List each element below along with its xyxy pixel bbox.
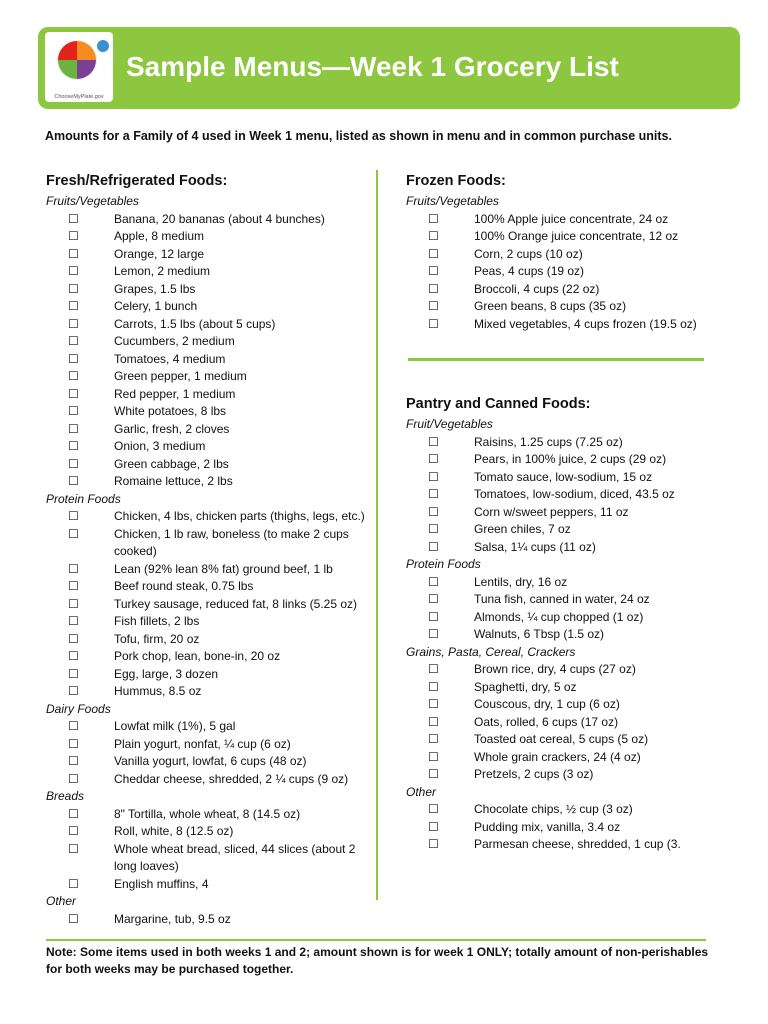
checkbox-icon[interactable]: ☐ [68, 386, 79, 401]
checkbox-icon[interactable]: ☐ [68, 596, 79, 611]
item-label: Banana, 20 bananas (about 4 bunches) [114, 211, 325, 226]
item-label: Broccoli, 4 cups (22 oz) [474, 281, 600, 296]
category-label: Fruits/Vegetables [406, 194, 499, 208]
item-label: Lentils, dry, 16 oz [474, 574, 568, 589]
category-label: Breads [46, 789, 85, 803]
checkbox-icon[interactable]: ☐ [428, 837, 439, 851]
intro-text: Amounts for a Family of 4 used in Week 1 menu, listed as shown in menu and in common purchase units. [45, 129, 672, 143]
item-label: Spaghetti, dry, 5 oz [474, 679, 577, 694]
item-label: Pretzels, 2 cups (3 oz) [474, 767, 594, 781]
list-item [46, 736, 376, 754]
item-label: Raisins, 1.25 cups (7.25 oz) [474, 434, 623, 449]
list-item [406, 316, 736, 334]
list-item [46, 613, 376, 631]
fresh-list [46, 193, 376, 928]
list-item [46, 403, 376, 421]
list-item [406, 819, 736, 837]
item-label: Corn w/sweet peppers, 11 oz [474, 504, 629, 519]
checkbox-icon[interactable]: ☐ [428, 662, 439, 676]
list-item [406, 434, 736, 452]
list-item [406, 609, 736, 627]
item-label: Chicken, 1 lb raw, boneless (to make 2 cups cooked) [114, 526, 349, 558]
item-label: Hummus, 8.5 oz [114, 684, 202, 698]
list-item [406, 469, 736, 487]
list-item [46, 351, 376, 369]
checkbox-icon[interactable]: ☐ [68, 334, 79, 348]
item-label: Lemon, 2 medium [114, 264, 211, 278]
list-item [406, 574, 736, 592]
list-item [46, 281, 376, 299]
list-item [406, 679, 736, 697]
checkbox-icon[interactable]: ☐ [68, 684, 79, 698]
section-title: Fresh/Refrigerated Foods: [46, 173, 228, 189]
list-item [46, 228, 376, 246]
section-title: Frozen Foods: [406, 173, 506, 189]
checkbox-icon[interactable]: ☐ [428, 229, 439, 243]
checkbox-icon[interactable]: ☐ [428, 264, 439, 278]
list-item [406, 451, 736, 469]
item-label: White potatoes, 8 lbs [114, 404, 227, 418]
checkbox-icon[interactable]: ☐ [68, 404, 79, 418]
item-label: Garlic, fresh, 2 cloves [114, 421, 230, 436]
list-item [46, 648, 376, 666]
frozen-list [406, 193, 736, 333]
item-label: Egg, large, 3 dozen [114, 666, 219, 681]
item-label: 100% Orange juice concentrate, 12 oz [474, 229, 679, 243]
list-item [406, 801, 736, 819]
checkbox-icon[interactable]: ☐ [68, 771, 79, 786]
list-item [46, 841, 376, 876]
pantry-list [406, 416, 736, 854]
item-label: Couscous, dry, 1 cup (6 oz) [474, 697, 620, 711]
checkbox-icon[interactable]: ☐ [428, 539, 439, 554]
checkbox-icon[interactable]: ☐ [68, 474, 79, 488]
item-label: Red pepper, 1 medium [114, 386, 236, 401]
item-label: Green beans, 8 cups (35 oz) [474, 299, 627, 313]
checkbox-icon[interactable]: ☐ [428, 522, 439, 536]
list-item [46, 718, 376, 736]
item-label: Tomatoes, low-sodium, diced, 43.5 oz [474, 487, 675, 501]
checkbox-icon[interactable]: ☐ [68, 281, 79, 296]
checkbox-icon[interactable]: ☐ [428, 434, 439, 449]
checkbox-icon[interactable]: ☐ [428, 802, 439, 816]
list-item [406, 298, 736, 316]
list-item [46, 298, 376, 316]
checkbox-icon[interactable]: ☐ [68, 806, 79, 821]
item-label: Almonds, ¼ cup chopped (1 oz) [474, 609, 644, 624]
column-divider [376, 170, 378, 900]
checkbox-icon[interactable]: ☐ [68, 719, 79, 733]
checkbox-icon[interactable]: ☐ [68, 456, 79, 471]
list-item [46, 578, 376, 596]
checkbox-icon[interactable]: ☐ [68, 754, 79, 768]
list-item [406, 836, 736, 854]
item-label: Parmesan cheese, shredded, 1 cup (3. [474, 837, 681, 851]
checkbox-icon[interactable]: ☐ [428, 697, 439, 711]
list-item [406, 766, 736, 784]
item-label: Green cabbage, 2 lbs [114, 456, 229, 471]
list-item [46, 596, 376, 614]
item-label: Lean (92% lean 8% fat) ground beef, 1 lb [114, 561, 333, 576]
list-item [46, 508, 376, 526]
checkbox-icon[interactable]: ☐ [428, 469, 439, 484]
list-item [406, 591, 736, 609]
item-label: Vanilla yogurt, lowfat, 6 cups (48 oz) [114, 754, 307, 768]
list-item [406, 228, 736, 246]
item-label: Tomatoes, 4 medium [114, 351, 226, 366]
item-label: Turkey sausage, reduced fat, 8 links (5.25 oz) [114, 596, 358, 611]
list-item [406, 211, 736, 229]
list-item [406, 626, 736, 644]
item-label: Onion, 3 medium [114, 439, 206, 453]
checkbox-icon[interactable]: ☐ [68, 316, 79, 331]
list-item [406, 486, 736, 504]
item-label: 8" Tortilla, whole wheat, 8 (14.5 oz) [114, 806, 301, 821]
checkbox-icon[interactable]: ☐ [68, 211, 79, 226]
list-item [406, 521, 736, 539]
list-item [46, 806, 376, 824]
checkbox-icon[interactable]: ☐ [428, 714, 439, 729]
checkbox-icon[interactable]: ☐ [428, 504, 439, 519]
checkbox-icon[interactable]: ☐ [68, 229, 79, 243]
list-item [406, 281, 736, 299]
checkbox-icon[interactable]: ☐ [68, 841, 79, 856]
category-label: Protein Foods [46, 491, 121, 506]
item-label: Green chiles, 7 oz [474, 522, 571, 536]
section-divider [408, 358, 704, 361]
list-item [406, 539, 736, 557]
checkbox-icon[interactable]: ☐ [68, 614, 79, 628]
checkbox-icon[interactable]: ☐ [68, 246, 79, 261]
item-label: Peas, 4 cups (19 oz) [474, 264, 585, 278]
frozen-section [406, 171, 736, 333]
checkbox-icon[interactable]: ☐ [428, 749, 439, 764]
item-label: English muffins, 4 [114, 876, 209, 891]
list-item [46, 246, 376, 264]
list-item [406, 246, 736, 264]
list-item [46, 421, 376, 439]
list-item [406, 749, 736, 767]
list-item [406, 696, 736, 714]
list-item [46, 771, 376, 789]
item-label: Mixed vegetables, 4 cups frozen (19.5 oz) [474, 316, 697, 331]
list-item [46, 333, 376, 351]
list-item [46, 631, 376, 649]
item-label: Pudding mix, vanilla, 3.4 oz [474, 819, 621, 834]
checkbox-icon[interactable]: ☐ [68, 911, 79, 926]
item-label: Beef round steak, 0.75 lbs [114, 579, 254, 593]
item-label: Celery, 1 bunch [114, 299, 198, 313]
checkbox-icon[interactable]: ☐ [68, 824, 79, 838]
fresh-section [46, 171, 376, 928]
list-item [46, 666, 376, 684]
item-label: 100% Apple juice concentrate, 24 oz [474, 211, 669, 226]
item-label: Whole grain crackers, 24 (4 oz) [474, 749, 641, 764]
checkbox-icon[interactable]: ☐ [68, 351, 79, 366]
checkbox-icon[interactable]: ☐ [428, 452, 439, 466]
item-label: Walnuts, 6 Tbsp (1.5 oz) [474, 627, 605, 641]
list-item [46, 456, 376, 474]
item-label: Margarine, tub, 9.5 oz [114, 911, 231, 926]
item-label: Corn, 2 cups (10 oz) [474, 246, 583, 261]
checkbox-icon[interactable]: ☐ [68, 561, 79, 576]
item-label: Pork chop, lean, bone-in, 20 oz [114, 649, 281, 663]
checkbox-icon[interactable]: ☐ [68, 369, 79, 383]
list-item [46, 753, 376, 771]
checkbox-icon[interactable]: ☐ [428, 281, 439, 296]
item-label: Grapes, 1.5 lbs [114, 281, 196, 296]
checkbox-icon[interactable]: ☐ [428, 316, 439, 331]
checkbox-icon[interactable]: ☐ [428, 246, 439, 261]
category-label: Protein Foods [406, 557, 481, 571]
item-label: Cheddar cheese, shredded, 2 ¼ cups (9 oz) [114, 771, 349, 786]
checkbox-icon[interactable]: ☐ [68, 649, 79, 663]
item-label: Toasted oat cereal, 5 cups (5 oz) [474, 732, 649, 746]
list-item [46, 263, 376, 281]
checkbox-icon[interactable]: ☐ [428, 299, 439, 313]
item-label: Fish fillets, 2 lbs [114, 614, 200, 628]
item-label: Brown rice, dry, 4 cups (27 oz) [474, 662, 636, 676]
item-label: Pears, in 100% juice, 2 cups (29 oz) [474, 452, 667, 466]
footer-note: Note: Some items used in both weeks 1 and 2; amount shown is for week 1 ONLY; totally amount of non-perishables for both weeks may be purchased together. [46, 945, 709, 976]
page-title: Sample Menus—Week 1 Grocery List [126, 51, 619, 82]
category-label: Dairy Foods [46, 701, 111, 716]
checkbox-icon[interactable]: ☐ [68, 421, 79, 436]
list-item [406, 714, 736, 732]
list-item [46, 683, 376, 701]
checkbox-icon[interactable]: ☐ [428, 767, 439, 781]
category-label: Grains, Pasta, Cereal, Crackers [406, 644, 576, 659]
list-item [406, 504, 736, 522]
list-item [46, 911, 376, 929]
checkbox-icon[interactable]: ☐ [68, 876, 79, 891]
myplate-plate-icon [45, 32, 113, 90]
checkbox-icon[interactable]: ☐ [68, 631, 79, 646]
pantry-section [406, 394, 736, 854]
list-item [406, 731, 736, 749]
item-label: Romaine lettuce, 2 lbs [114, 474, 233, 488]
checkbox-icon[interactable]: ☐ [428, 732, 439, 746]
item-label: Plain yogurt, nonfat, ¼ cup (6 oz) [114, 736, 291, 751]
list-item [406, 263, 736, 281]
checkbox-icon[interactable]: ☐ [68, 736, 79, 751]
myplate-logo [45, 32, 113, 102]
item-label: Chicken, 4 lbs, chicken parts (thighs, legs, etc.) [114, 509, 365, 523]
checkbox-icon[interactable]: ☐ [428, 574, 439, 589]
checkbox-icon[interactable]: ☐ [68, 666, 79, 681]
item-label: Orange, 12 large [114, 246, 205, 261]
checkbox-icon[interactable]: ☐ [428, 627, 439, 641]
item-label: Carrots, 1.5 lbs (about 5 cups) [114, 316, 276, 331]
list-item [406, 661, 736, 679]
item-label: Green pepper, 1 medium [114, 369, 247, 383]
category-label: Other [46, 894, 77, 908]
section-title: Pantry and Canned Foods: [406, 396, 591, 412]
checkbox-icon[interactable]: ☐ [428, 211, 439, 226]
item-label: Tofu, firm, 20 oz [114, 631, 200, 646]
list-item [46, 438, 376, 456]
item-label: Apple, 8 medium [114, 229, 205, 243]
list-item [46, 526, 376, 561]
category-label: Fruits/Vegetables [46, 194, 139, 208]
item-label: Tomato sauce, low-sodium, 15 oz [474, 469, 653, 484]
logo-text: ChooseMyPlate.gov [54, 94, 104, 100]
list-item [46, 386, 376, 404]
item-label: Oats, rolled, 6 cups (17 oz) [474, 714, 619, 729]
list-item [46, 876, 376, 894]
item-label: Salsa, 1¼ cups (11 oz) [474, 539, 596, 554]
checkbox-icon[interactable]: ☐ [428, 819, 439, 834]
checkbox-icon[interactable]: ☐ [68, 439, 79, 453]
checkbox-icon[interactable]: ☐ [428, 609, 439, 624]
checkbox-icon[interactable]: ☐ [68, 579, 79, 593]
checkbox-icon[interactable]: ☐ [68, 299, 79, 313]
item-label: Lowfat milk (1%), 5 gal [114, 719, 236, 733]
item-label: Cucumbers, 2 medium [114, 334, 235, 348]
footer-divider [46, 939, 706, 941]
checkbox-icon[interactable]: ☐ [428, 487, 439, 501]
category-label: Fruit/Vegetables [406, 417, 493, 431]
list-item [46, 316, 376, 334]
checkbox-icon[interactable]: ☐ [68, 509, 79, 523]
item-label: Whole wheat bread, sliced, 44 slices (about 2 long loaves) [114, 841, 356, 873]
list-item [46, 211, 376, 229]
list-item [46, 368, 376, 386]
list-item [46, 823, 376, 841]
item-label: Tuna fish, canned in water, 24 oz [474, 592, 650, 606]
checkbox-icon[interactable]: ☐ [428, 592, 439, 606]
checkbox-icon[interactable]: ☐ [68, 526, 79, 541]
list-item [46, 473, 376, 491]
item-label: Chocolate chips, ½ cup (3 oz) [474, 802, 633, 816]
category-label: Other [406, 784, 437, 799]
item-label: Roll, white, 8 (12.5 oz) [114, 824, 234, 838]
checkbox-icon[interactable]: ☐ [68, 264, 79, 278]
list-item [46, 561, 376, 579]
checkbox-icon[interactable]: ☐ [428, 679, 439, 694]
